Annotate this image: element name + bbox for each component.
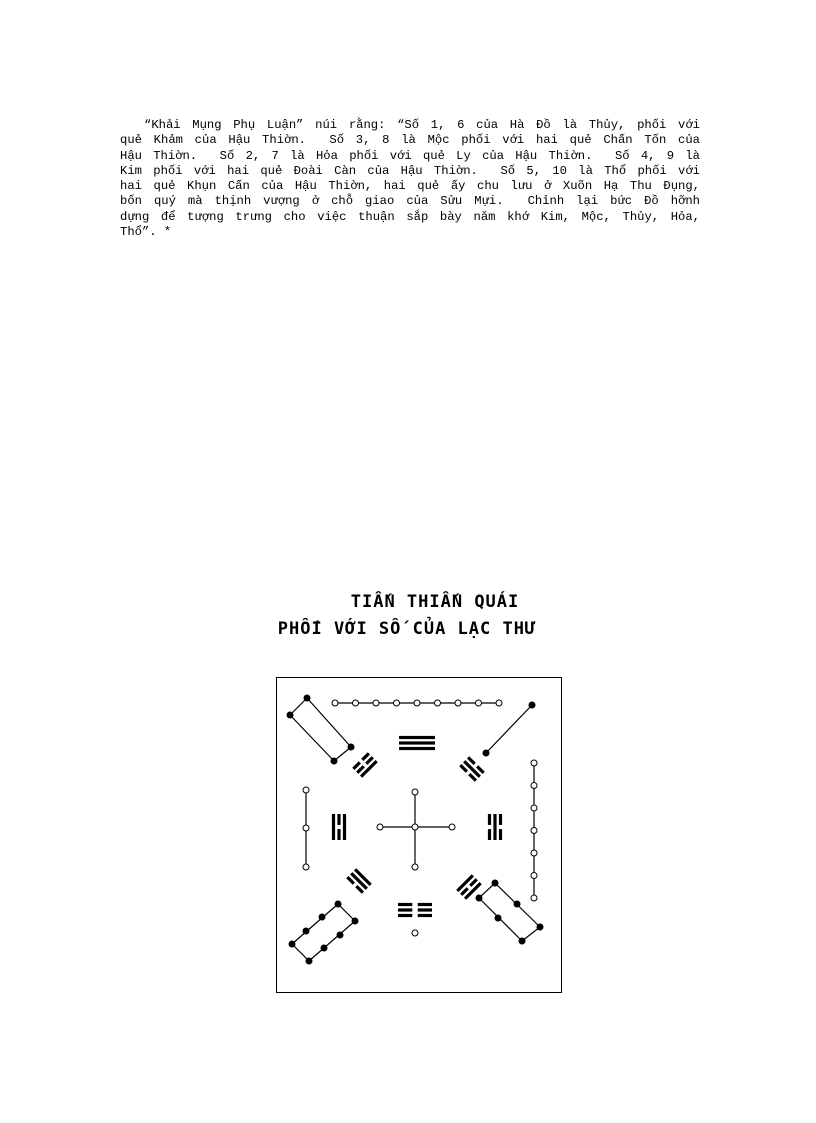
trigram-line-broken xyxy=(337,829,340,840)
dot-open xyxy=(377,824,383,830)
trigram-top-right xyxy=(459,756,485,782)
dot-open xyxy=(373,700,379,706)
dot-open xyxy=(531,828,537,834)
dot-filled xyxy=(337,932,343,938)
dot-open xyxy=(303,825,309,831)
trigram-line-solid xyxy=(332,814,335,840)
connector-line xyxy=(338,904,355,921)
connector-line xyxy=(290,715,334,761)
trigram-line-broken xyxy=(418,903,432,906)
dot-open xyxy=(303,787,309,793)
trigram-line-broken xyxy=(499,829,502,840)
paragraph-line: Hậu Thiờn. Số 2, 7 là Hỏa phối với quẻ Ly của Hậu Thiờn. Số 4, 9 là xyxy=(120,148,700,163)
lac-thu-trigram-diagram xyxy=(276,677,562,993)
trigram-line-solid xyxy=(399,741,435,744)
dot-open xyxy=(394,700,400,706)
dot-filled xyxy=(529,702,535,708)
dot-filled xyxy=(331,758,337,764)
trigram-right xyxy=(488,814,502,840)
dot-open xyxy=(476,700,482,706)
dot-open xyxy=(531,783,537,789)
dot-open xyxy=(496,700,502,706)
trigram-line-broken xyxy=(398,914,412,917)
dot-filled xyxy=(321,945,327,951)
trigram-bottom-left xyxy=(346,868,372,894)
trigram-left xyxy=(332,814,346,840)
dot-open xyxy=(412,789,418,795)
trigram-line-solid xyxy=(399,747,435,750)
trigram-line-solid xyxy=(343,814,346,840)
trigram-line-broken xyxy=(488,829,491,840)
paragraph-line: Thổ”. * xyxy=(120,225,172,240)
dot-filled xyxy=(304,695,310,701)
trigram-top xyxy=(399,736,435,750)
connector-line xyxy=(292,904,338,944)
trigram-line-solid xyxy=(493,814,496,840)
dot-open xyxy=(455,700,461,706)
dot-open xyxy=(332,700,338,706)
diagram-frame xyxy=(277,678,562,993)
dot-open xyxy=(412,930,418,936)
dot-open xyxy=(435,700,441,706)
trigram-line-broken xyxy=(398,908,412,911)
dot-open xyxy=(412,864,418,870)
trigram-line-broken xyxy=(499,814,502,825)
dot-filled xyxy=(352,918,358,924)
dot-filled xyxy=(495,915,501,921)
paragraph-line: quẻ Khảm của Hậu Thiờn. Số 3, 8 là Mộc phối với hai quẻ Chấn Tốn của xyxy=(120,133,700,148)
dot-open xyxy=(531,850,537,856)
dot-filled xyxy=(519,938,525,944)
dot-filled xyxy=(319,914,325,920)
paragraph-line: “Khải Mụng Phụ Luận” núi rằng: “Số 1, 6 của Hà Đồ là Thủy, phối với xyxy=(144,118,700,132)
trigram-line-broken xyxy=(418,908,432,911)
trigram-top-left xyxy=(352,752,378,778)
dot-open xyxy=(531,805,537,811)
dot-open xyxy=(531,873,537,879)
trigram-line-broken xyxy=(488,814,491,825)
dot-filled xyxy=(335,901,341,907)
trigram-line-broken xyxy=(398,903,412,906)
dot-filled xyxy=(492,880,498,886)
dot-open xyxy=(449,824,455,830)
trigram-line-broken xyxy=(418,914,432,917)
trigram-line-broken xyxy=(337,814,340,825)
dot-open xyxy=(353,700,359,706)
dot-open xyxy=(303,864,309,870)
body-paragraph xyxy=(120,118,700,240)
dot-open xyxy=(412,824,418,830)
dot-filled xyxy=(537,924,543,930)
connector-line xyxy=(486,705,532,753)
connector-line xyxy=(290,698,307,715)
paragraph-line: bốn quý mà thịnh vượng ở chỗ giao của Sửu Mựi. Chỉnh lại bức Đồ hỡnh xyxy=(120,194,700,209)
dot-filled xyxy=(306,958,312,964)
paragraph-line: dựng để tượng trưng cho việc thuận sắp bày năm khớ Kim, Mộc, Thủy, Hỏa, xyxy=(120,209,700,224)
connector-line xyxy=(292,944,309,961)
connector-line xyxy=(309,921,355,961)
trigram-bottom xyxy=(398,903,432,917)
dot-filled xyxy=(483,750,489,756)
dot-filled xyxy=(303,928,309,934)
dot-filled xyxy=(289,941,295,947)
dot-filled xyxy=(348,744,354,750)
diagram-title: TIẤN THIẤN QUÁI xyxy=(350,592,520,612)
dot-filled xyxy=(287,712,293,718)
paragraph-line: hai quẻ Khụn Cấn của Hậu Thiờn, hai quẻ ấy chu lưu ở Xuõn Hạ Thu Đụng, xyxy=(120,179,700,194)
dot-open xyxy=(414,700,420,706)
diagram-subtitle: PHỐI VỚI SỐ CỦA LẠC THƯ xyxy=(277,619,537,639)
paragraph-line: Kim phối với hai quẻ Đoài Càn của Hậu Thiờn. Số 5, 10 là Thổ phối với xyxy=(120,163,700,178)
dot-open xyxy=(531,895,537,901)
dot-open xyxy=(531,760,537,766)
dot-filled xyxy=(514,901,520,907)
trigram-line-solid xyxy=(399,736,435,739)
dot-filled xyxy=(476,895,482,901)
